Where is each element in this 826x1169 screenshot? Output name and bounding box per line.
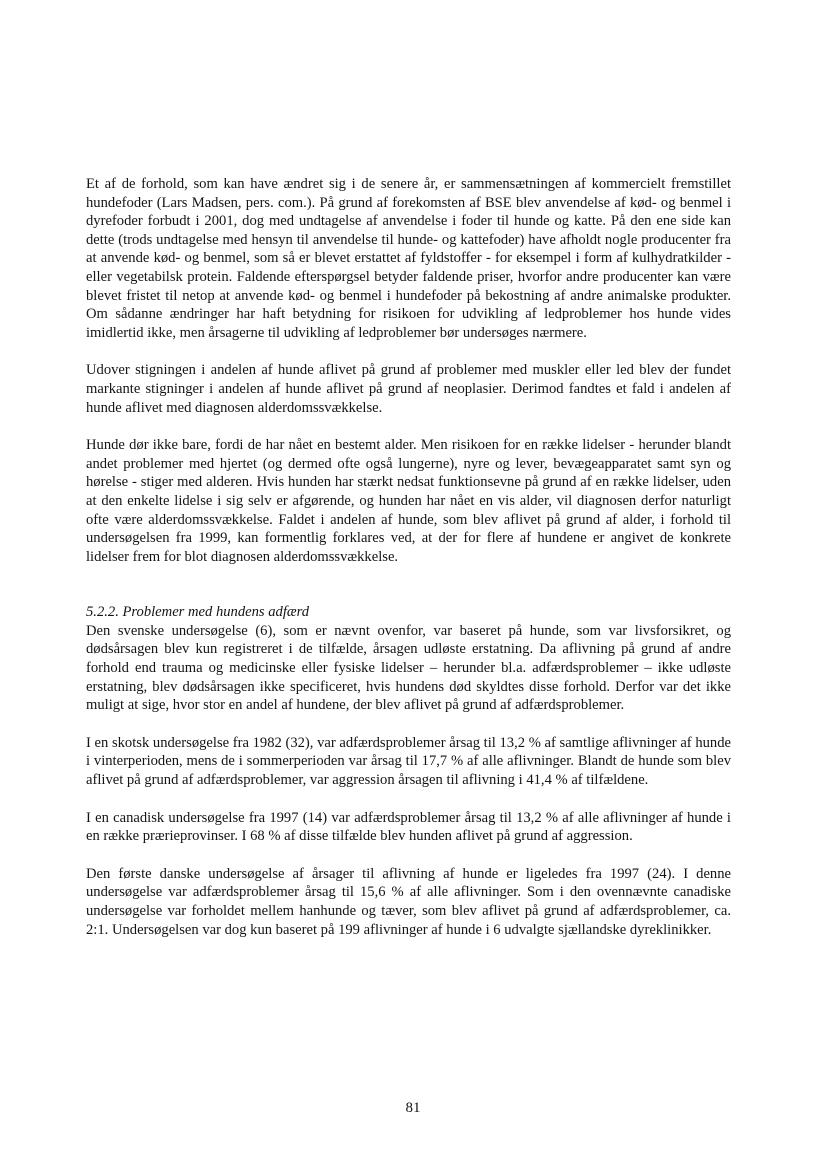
paragraph-canadian-study: I en canadisk undersøgelse fra 1997 (14) var adfærdsproblemer årsag til 13,2 % af alle aflivninger af hunde i en række prærieprovinser. I 68 % af disse tilfælde blev hunden aflivet på grund af aggression. [86,809,731,845]
section-heading: 5.2.2. Problemer med hundens adfærd [86,604,310,621]
page-number: 81 [405,1100,421,1116]
paragraph-feed-composition: Et af de forhold, som kan have ændret sig i de senere år, er sammensætningen af kommercielt fremstillet hundefoder (Lars Madsen, pers. com.). På grund af forekomsten af BSE blev anvendelse af kød- og benmel i dyrefoder forbudt i 2001, dog med undtagelse af anvendelse i foder til hunde og katte. På den ene side kan dette (trods undtagelse med hensyn til anvendelse til hunde- og kattefoder) have afholdt nogle producenter fra at anvende kød- og benmel, som så er blevet erstattet af fyldstoffer - for eksempel i form af kulhydratkilder - eller vegetabilsk protein. Faldende efterspørgsel betyder faldende priser, hvorfor andre producenter kan være blevet fristet til netop at anvende kød- og benmel i hundefoder på bekostning af andre animalske produkter. Om sådanne ændringer har haft betydning for risikoen for udvikling af ledproblemer hos hunde vides imidlertid ikke, men årsagerne til udvikling af ledproblemer bør undersøges nærmere. [86,176,731,341]
document-page [86,175,731,958]
paragraph-old-age-diagnosis: Hunde dør ikke bare, fordi de har nået en bestemt alder. Men risikoen for en række lidelser - herunder blandt andet problemer med hjertet (og dermed ofte også lungerne), nyre og lever, bevægeapparatet samt syn og hørelse - stiger med alderen. Hvis hunden har stærkt nedsat funktionsevne på grund af en række lidelser, uden at den enkelte lidelse i sig selv er afgørende, og hunden har nået en vis alder, vil diagnosen derfor naturligt ofte være alderdomssvækkelse. Faldet i andelen af hunde, som blev aflivet på grund af alder, i forhold til undersøgelsen fra 1999, kan formentlig forklares ved, at der for flere af hundene er angivet de konkrete lidelser frem for blot diagnosen alderdomssvækkelse. [86,437,731,565]
paragraph-swedish-study: Den svenske undersøgelse (6), som er nævnt ovenfor, var baseret på hunde, som var livsforsikret, og dødsårsagen blev kun registreret i de tilfælde, årsagen udløste erstatning. Da aflivning på grund af andre forhold end trauma og medicinske eller fysiske lidelser – herunder bl.a. adfærdsproblemer – ikke udløste erstatning, blev dødsårsagen ikke specificeret, hvis hundens død skyldtes disse forhold. Derfor var det ikke muligt at sige, hvor stor en andel af hundene, der blev aflivet på grund af adfærdsproblemer. [86,622,731,714]
paragraph-neoplasia-increase: Udover stigningen i andelen af hunde aflivet på grund af problemer med muskler eller led blev der fundet markante stigninger i andelen af hunde aflivet på grund af neoplasier. Derimod fandtes et fald i andelen af hunde aflivet med diagnosen alderdomssvækkelse. [86,362,731,416]
paragraph-danish-study: Den første danske undersøgelse af årsager til aflivning af hunde er ligeledes fra 1997 (24). I denne undersøgelse var adfærdsproblemer årsag til 15,6 % af alle aflivninger. Som i den ovennævnte canadiske undersøgelse var forholdet mellem hanhunde og tæver, som blev aflivet på grund af adfærdsproblemer, ca. 2:1. Undersøgelsen var dog kun baseret på 199 aflivninger af hunde i 6 udvalgte sjællandske dyreklinikker. [86,865,731,938]
paragraph-scottish-study: I en skotsk undersøgelse fra 1982 (32), var adfærdsproblemer årsag til 13,2 % af samtlige aflivninger af hunde i vinterperioden, mens de i sommerperioden var årsag til 17,7 % af alle aflivninger. Blandt de hunde som blev aflivet på grund af adfærdsproblemer, var aggression årsagen til aflivning i 41,4 % af tilfældene. [86,734,731,789]
